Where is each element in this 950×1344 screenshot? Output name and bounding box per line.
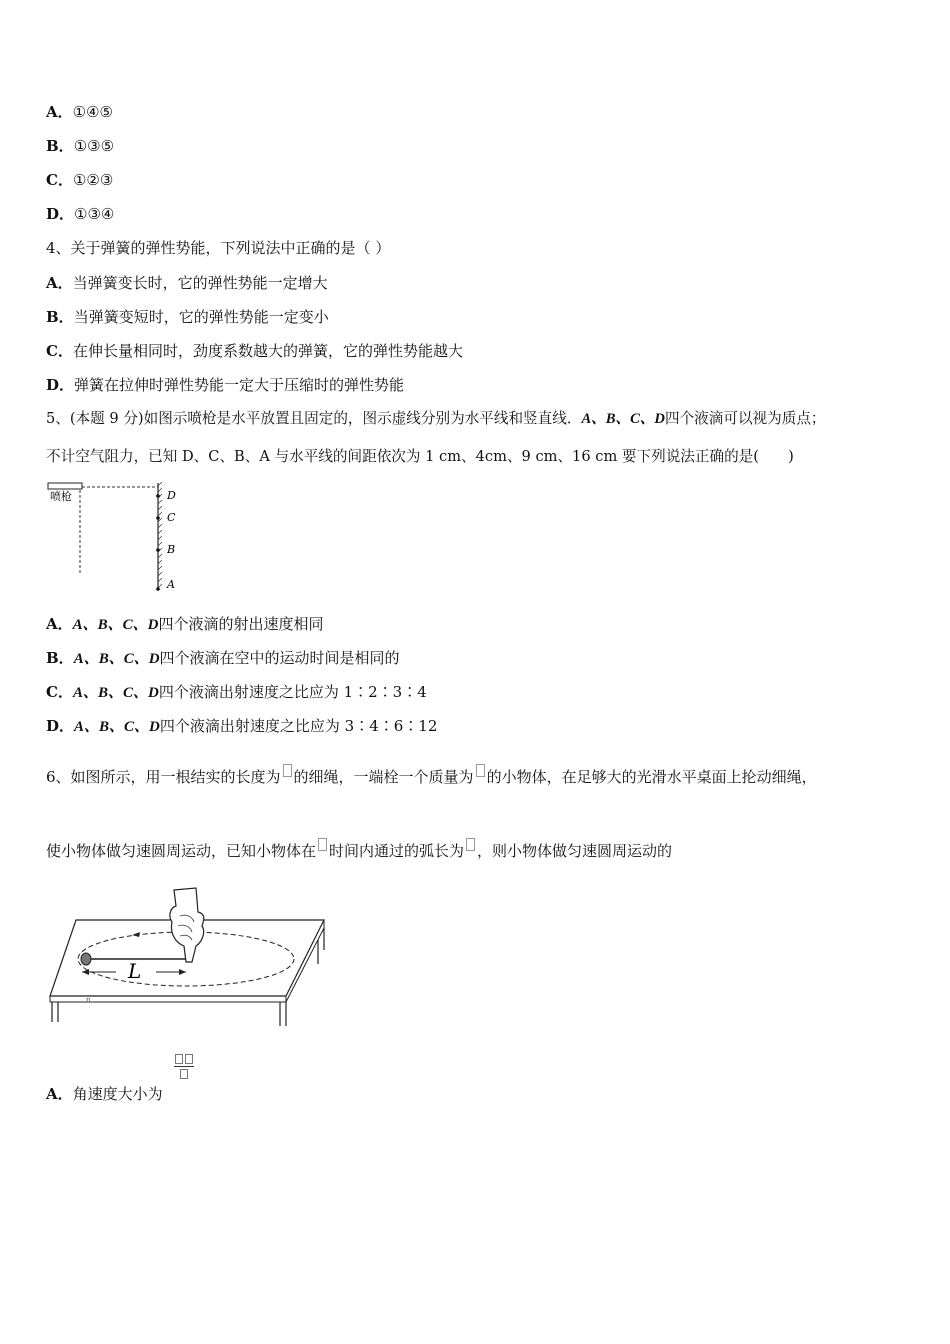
label-c: C [167,511,176,524]
length-symbol-placeholder [283,764,292,777]
arc-symbol-placeholder [466,838,475,851]
q6-stem-line2: 使小物体做匀速圆周运动，已知小物体在 时间内通过的弧长为 ，则小物体做匀速圆周运动的 [46,838,672,861]
small-object [81,953,91,965]
q5-option-d: D．A、B、C、D四个液滴出射速度之比应为 3∶4∶6∶12 [46,717,438,735]
drop-c [156,516,160,520]
angular-velocity-formula [174,1054,194,1079]
spray-gun-label: 喷枪 [50,490,72,503]
time-symbol-placeholder [318,838,327,851]
q3-option-c: C．①②③ [46,171,114,189]
mass-symbol-placeholder [476,764,485,777]
drop-d [156,494,160,498]
q6-stem-line1: 6、如图所示，用一根结实的长度为 的细绳，一端栓一个质量为 的小物体，在足够大的光滑水平桌面上抡动细绳， [46,764,817,787]
q3-option-b: B．①③⑤ [46,137,115,155]
drop-b [156,548,160,552]
q5-option-b: B．A、B、C、D四个液滴在空中的运动时间是相同的 [46,649,400,667]
q4-option-c: C．在伸长量相同时，劲度系数越大的弹簧，它的弹性势能越大 [46,342,463,360]
spray-gun-figure [46,480,186,595]
table-rope-figure [46,886,330,1031]
q5-option-c: C．A、B、C、D四个液滴出射速度之比应为 1∶2∶3∶4 [46,683,427,701]
q5-option-a: A．A、B、C、D四个液滴的射出速度相同 [46,615,324,633]
q6-option-a: A．角速度大小为 [46,1085,163,1103]
drop-a [156,587,160,591]
wall-hatching [158,482,162,588]
rope-length-label: L [128,959,142,983]
spray-gun-body [48,483,82,489]
svg-text:n: n [86,996,91,1004]
q3-option-d: D．①③④ [46,205,115,223]
q5-stem-line1: 5、(本题 9 分)如图示喷枪是水平放置且固定的，图示虚线分别为水平线和竖直线．A、B、C、D四个液滴可以视为质点； [46,410,826,427]
q4-stem: 4、关于弹簧的弹性势能，下列说法中正确的是（ ） [46,239,391,257]
q3-option-a: A．①④⑤ [46,103,113,121]
q4-option-a: A．当弹簧变长时，它的弹性势能一定增大 [46,274,328,292]
q5-stem-line2: 不计空气阻力，已知 D、C、B、A 与水平线的间距依次为 1 cm、4cm、9 cm、16 cm 要下列说法正确的是( ) [46,448,794,465]
q4-option-b: B．当弹簧变短时，它的弹性势能一定变小 [46,308,329,326]
label-d: D [167,489,176,502]
label-a: A [167,578,175,591]
label-b: B [167,543,176,556]
q4-option-d: D．弹簧在拉伸时弹性势能一定大于压缩时的弹性势能 [46,376,405,394]
